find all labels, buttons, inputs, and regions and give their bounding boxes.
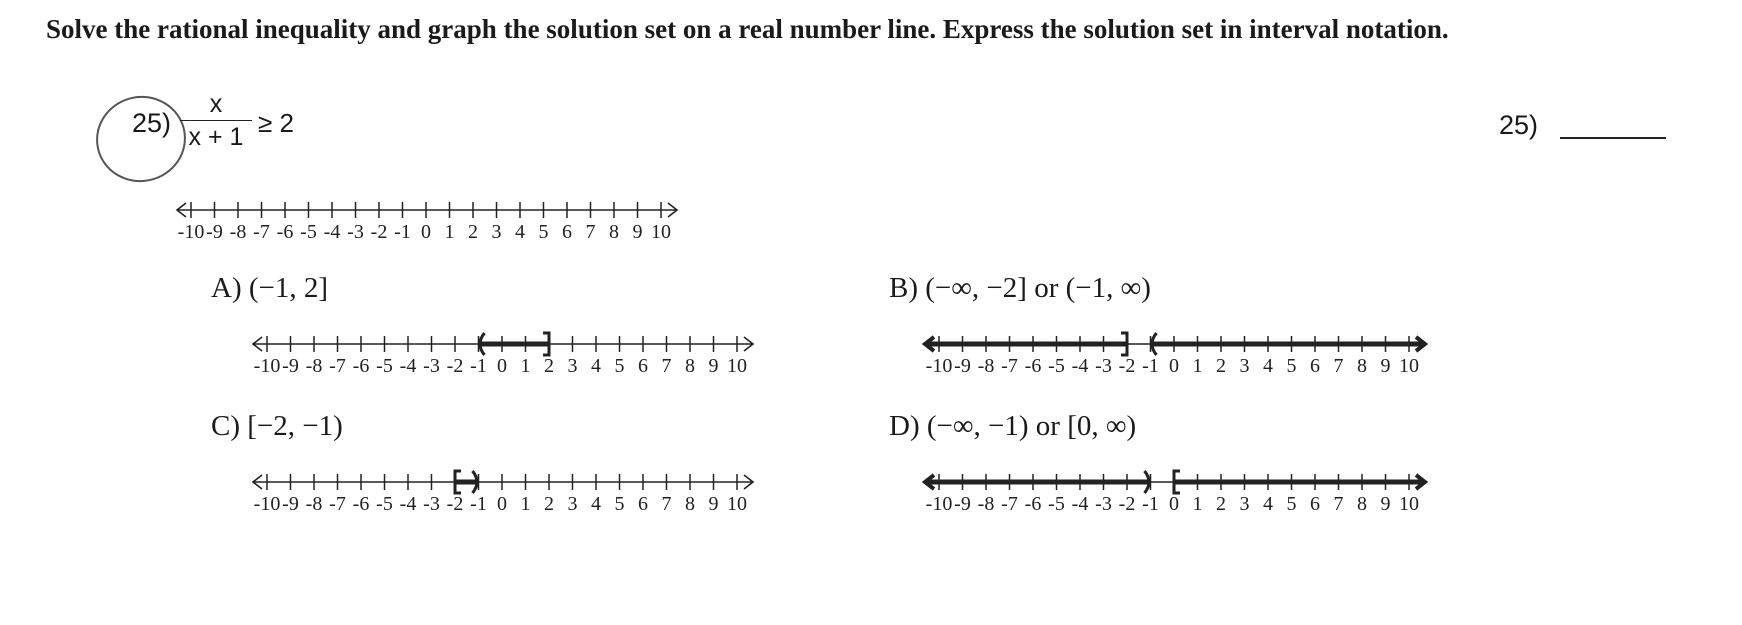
fraction-bar: [180, 120, 252, 121]
tick-label: 0: [1169, 355, 1179, 377]
tick-label: -2: [446, 493, 464, 515]
tick-label: 6: [562, 221, 572, 243]
answer-number: 25): [1499, 110, 1539, 140]
tick-label: 10: [1399, 493, 1419, 515]
tick-label: 5: [614, 355, 625, 377]
tick-label: 0: [497, 493, 507, 515]
answer-blank[interactable]: [1560, 137, 1666, 139]
tick-label: -10: [177, 221, 205, 243]
tick-label: 8: [685, 493, 695, 515]
tick-label: -9: [954, 493, 971, 515]
tick-label: 2: [1216, 355, 1226, 377]
tick-label: 0: [421, 221, 431, 243]
tick-label: -1: [470, 355, 487, 377]
tick-label: -4: [1071, 355, 1089, 377]
tick-label: -3: [1095, 493, 1112, 515]
tick-label: 6: [1310, 355, 1320, 377]
tick-label: 7: [661, 493, 672, 515]
tick-label: -9: [206, 221, 223, 243]
tick-label: 6: [1310, 493, 1320, 515]
tick-label: -4: [399, 493, 417, 515]
tick-label: 1: [444, 221, 455, 243]
tick-label: -2: [446, 355, 464, 377]
tick-label: 5: [538, 221, 549, 243]
inequality-relation: ≥ 2: [258, 108, 294, 138]
tick-label: 4: [515, 221, 525, 243]
tick-label: -8: [977, 493, 995, 515]
tick-label: 8: [1357, 355, 1367, 377]
fraction-numerator: x: [209, 90, 223, 118]
tick-label: -6: [1024, 493, 1042, 515]
tick-label: 10: [727, 493, 747, 515]
tick-label: 9: [632, 221, 643, 243]
tick-label: -10: [925, 493, 953, 515]
tick-label: -4: [323, 221, 341, 243]
tick-label: -1: [470, 493, 487, 515]
tick-label: 3: [1239, 355, 1250, 377]
tick-label: -7: [1001, 355, 1018, 377]
tick-label: -6: [352, 355, 370, 377]
tick-label: -9: [282, 493, 299, 515]
choice-d-label[interactable]: D) (−∞, −1) or [0, ∞): [889, 410, 1137, 442]
tick-label: -6: [276, 221, 294, 243]
tick-label: 1: [1192, 493, 1203, 515]
tick-label: 4: [591, 355, 601, 377]
tick-label: -5: [376, 355, 393, 377]
tick-label: 8: [685, 355, 695, 377]
tick-label: -4: [1071, 493, 1089, 515]
tick-label: 10: [1399, 355, 1419, 377]
tick-label: 9: [1380, 493, 1391, 515]
tick-label: 7: [661, 355, 672, 377]
tick-label: 4: [1263, 493, 1273, 515]
tick-label: -2: [1118, 493, 1136, 515]
tick-label: -7: [329, 493, 346, 515]
tick-label: -3: [423, 493, 440, 515]
tick-label: -10: [925, 355, 953, 377]
tick-label: -7: [1001, 493, 1018, 515]
tick-label: 9: [708, 493, 719, 515]
tick-label: 9: [1380, 355, 1391, 377]
tick-label: 5: [614, 493, 625, 515]
tick-label: 4: [1263, 355, 1273, 377]
fraction-denominator: x + 1: [188, 123, 244, 151]
tick-label: -5: [1048, 493, 1065, 515]
choice-b-number-line: [923, 332, 1443, 388]
tick-label: -10: [253, 493, 281, 515]
tick-label: 10: [651, 221, 671, 243]
tick-label: 8: [1357, 493, 1367, 515]
tick-label: 1: [1192, 355, 1203, 377]
tick-label: 4: [591, 493, 601, 515]
tick-label: 0: [1169, 493, 1179, 515]
choice-c-number-line: [251, 470, 771, 526]
tick-label: -5: [376, 493, 393, 515]
problem-number: 25): [132, 108, 172, 138]
tick-label: 2: [544, 355, 554, 377]
tick-label: 6: [638, 493, 648, 515]
tick-label: -8: [305, 493, 323, 515]
tick-label: 1: [520, 493, 531, 515]
fraction: [180, 90, 252, 151]
tick-label: -1: [394, 221, 411, 243]
tick-label: 3: [491, 221, 502, 243]
choice-c-label[interactable]: C) [−2, −1): [211, 410, 343, 442]
tick-label: 6: [638, 355, 648, 377]
choice-a-number-line: [251, 332, 771, 388]
tick-label: -6: [352, 493, 370, 515]
tick-label: -10: [253, 355, 281, 377]
tick-label: 8: [609, 221, 619, 243]
tick-label: 9: [708, 355, 719, 377]
tick-label: -7: [253, 221, 270, 243]
tick-label: 7: [1333, 493, 1344, 515]
tick-label: -6: [1024, 355, 1042, 377]
tick-label: -5: [300, 221, 317, 243]
tick-label: -3: [423, 355, 440, 377]
tick-label: 10: [727, 355, 747, 377]
tick-label: 7: [1333, 355, 1344, 377]
tick-label: -8: [305, 355, 323, 377]
tick-label: 3: [567, 493, 578, 515]
tick-label: -1: [1142, 355, 1159, 377]
tick-label: -3: [1095, 355, 1112, 377]
tick-label: -1: [1142, 493, 1159, 515]
tick-label: -8: [977, 355, 995, 377]
tick-label: 2: [1216, 493, 1226, 515]
tick-label: 3: [1239, 493, 1250, 515]
tick-label: -3: [347, 221, 364, 243]
tick-label: -4: [399, 355, 417, 377]
tick-label: 1: [520, 355, 531, 377]
tick-label: -9: [954, 355, 971, 377]
choice-b-label[interactable]: B) (−∞, −2] or (−1, ∞): [889, 272, 1151, 304]
tick-label: 2: [544, 493, 554, 515]
tick-label: -5: [1048, 355, 1065, 377]
handwritten-circle: [88, 88, 194, 191]
tick-label: 5: [1286, 493, 1297, 515]
blank-number-line: [175, 198, 695, 254]
tick-label: 5: [1286, 355, 1297, 377]
tick-label: 2: [468, 221, 478, 243]
tick-label: -8: [229, 221, 247, 243]
tick-label: 7: [585, 221, 596, 243]
tick-label: 0: [497, 355, 507, 377]
tick-label: 3: [567, 355, 578, 377]
instructions-text: Solve the rational inequality and graph the solution set on a real number line. Express the solution set in interval notation.: [46, 14, 1449, 44]
tick-label: -2: [370, 221, 388, 243]
tick-label: -2: [1118, 355, 1136, 377]
tick-label: -9: [282, 355, 299, 377]
choice-d-number-line: [923, 470, 1443, 526]
choice-a-label[interactable]: A) (−1, 2]: [211, 272, 329, 304]
tick-label: -7: [329, 355, 346, 377]
